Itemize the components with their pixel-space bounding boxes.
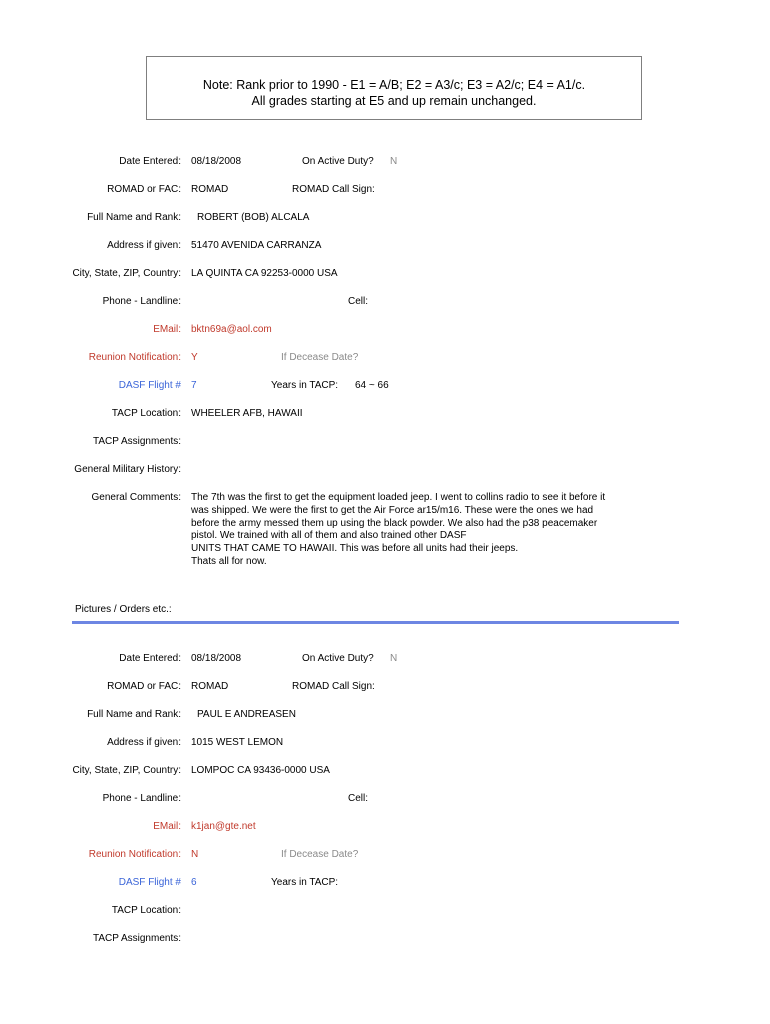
romad-call-sign-label: ROMAD Call Sign:	[292, 184, 375, 195]
city-value: LA QUINTA CA 92253-0000 USA	[191, 268, 338, 279]
phone-label: Phone - Landline:	[102, 296, 181, 307]
date-entered-label: Date Entered:	[119, 653, 181, 664]
dasf-flight-value: 7	[191, 380, 197, 391]
decease-date-label: If Decease Date?	[281, 849, 359, 860]
years-tacp-value: 64 ~ 66	[355, 380, 389, 391]
city-value: LOMPOC CA 93436-0000 USA	[191, 765, 330, 776]
cell-label: Cell:	[348, 296, 369, 307]
date-entered-value: 08/18/2008	[191, 156, 242, 167]
comments-line: The 7th was the first to get the equipment loaded jeep. I went to collins radio to see it before it	[191, 492, 606, 503]
comments-line: was shipped. We were the first to get the Air Force ar15/m16. These were the ones we had	[191, 504, 594, 516]
comments-line: pistol. We trained with all of them and also trained other DASF	[191, 530, 467, 542]
years-tacp-label: Years in TACP:	[271, 380, 339, 391]
romad-fac-value: ROMAD	[191, 681, 229, 692]
tacp-location-value: WHEELER AFB, HAWAII	[191, 408, 303, 419]
tacp-location-label: TACP Location:	[111, 905, 181, 916]
email-value[interactable]: k1jan@gte.net	[191, 821, 256, 832]
city-label: City, State, ZIP, Country:	[72, 765, 181, 776]
romad-call-sign-label: ROMAD Call Sign:	[292, 681, 375, 692]
reunion-value: Y	[191, 352, 198, 363]
romad-fac-label: ROMAD or FAC:	[107, 184, 181, 195]
reunion-label: Reunion Notification:	[88, 849, 181, 860]
active-duty-label: On Active Duty?	[302, 653, 374, 664]
address-label: Address if given:	[107, 240, 181, 251]
comments-line: UNITS THAT CAME TO HAWAII. This was before all units had their jeeps.	[191, 543, 519, 555]
pictures-label: Pictures / Orders etc.:	[75, 604, 172, 615]
tacp-location-label: TACP Location:	[111, 408, 181, 419]
romad-fac-value: ROMAD	[191, 184, 229, 195]
email-label: EMail:	[153, 821, 181, 832]
address-value: 1015 WEST LEMON	[191, 737, 284, 748]
rank-note-line2: All grades starting at E5 and up remain unchanged.	[251, 94, 537, 108]
full-name-value: ROBERT (BOB) ALCALA	[197, 212, 310, 223]
city-label: City, State, ZIP, Country:	[72, 268, 181, 279]
full-name-label: Full Name and Rank:	[87, 709, 181, 720]
comments-value	[191, 492, 671, 569]
active-duty-value: N	[390, 156, 398, 167]
rank-note-box	[146, 56, 642, 120]
rank-note-line1: Note: Rank prior to 1990 - E1 = A/B; E2 = A3/c; E3 = A2/c; E4 = A1/c.	[202, 78, 586, 92]
full-name-label: Full Name and Rank:	[87, 212, 181, 223]
date-entered-label: Date Entered:	[119, 156, 181, 167]
years-tacp-label: Years in TACP:	[271, 877, 339, 888]
romad-fac-label: ROMAD or FAC:	[107, 681, 181, 692]
military-history-label: General Military History:	[74, 464, 181, 475]
tacp-assignments-label: TACP Assignments:	[93, 933, 181, 944]
phone-label: Phone - Landline:	[102, 793, 181, 804]
dasf-flight-label: DASF Flight #	[118, 380, 181, 391]
email-label: EMail:	[153, 324, 181, 335]
active-duty-label: On Active Duty?	[302, 156, 374, 167]
comments-label: General Comments:	[91, 492, 181, 503]
reunion-value: N	[191, 849, 199, 860]
address-value: 51470 AVENIDA CARRANZA	[191, 240, 322, 251]
decease-date-label: If Decease Date?	[281, 352, 359, 363]
reunion-label: Reunion Notification:	[88, 352, 181, 363]
record-divider	[72, 621, 679, 624]
address-label: Address if given:	[107, 737, 181, 748]
cell-label: Cell:	[348, 793, 369, 804]
active-duty-value: N	[390, 653, 398, 664]
full-name-value: PAUL E ANDREASEN	[197, 709, 296, 720]
date-entered-value: 08/18/2008	[191, 653, 242, 664]
dasf-flight-value: 6	[191, 877, 197, 888]
email-value[interactable]: bktn69a@aol.com	[191, 324, 272, 335]
dasf-flight-label: DASF Flight #	[118, 877, 181, 888]
comments-line: Thats all for now.	[191, 555, 267, 567]
comments-line: before the army messed them up using the black powder. We also had the p38 peacemaker	[191, 517, 598, 529]
tacp-assignments-label: TACP Assignments:	[93, 436, 181, 447]
